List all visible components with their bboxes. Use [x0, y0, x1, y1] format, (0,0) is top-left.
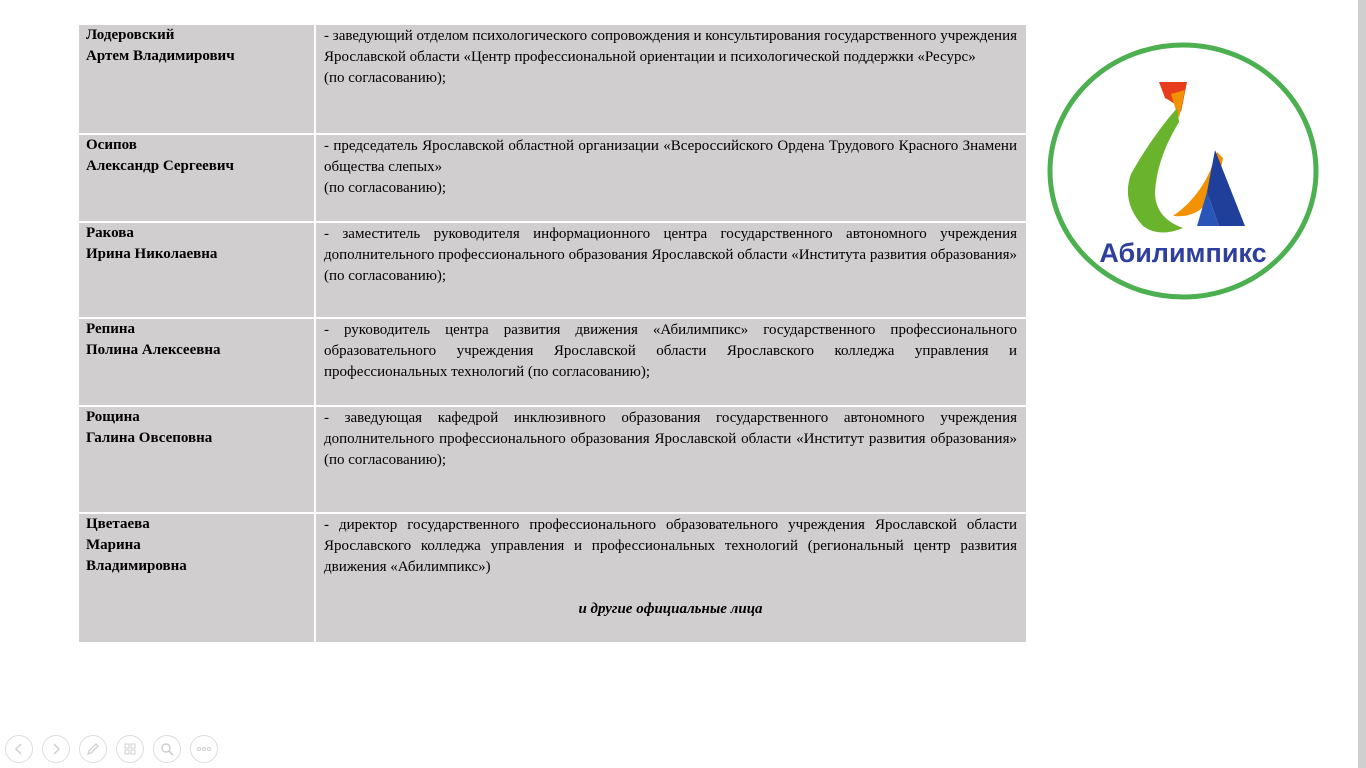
pen-icon[interactable] — [79, 735, 107, 763]
closing-text: и другие официальные лица — [578, 601, 763, 617]
more-options-icon[interactable] — [190, 735, 218, 763]
previous-slide-icon[interactable] — [5, 735, 33, 763]
member-role: - руководитель центра развития движения «Абилимпикс» государственного профессионального образовательного учреждения Ярославской области Ярославского колледжа управления и профессиональных технологий (по согласованию); — [315, 318, 1026, 406]
table-row — [79, 134, 1026, 222]
member-role: - заведующий отделом психологического сопровождения и консультирования государственного учреждения Ярославской области «Центр профессиональной ориентации и психологической поддержки «Ресурс» (по согласованию); — [315, 25, 1026, 134]
member-name: Цветаева Марина Владимировна — [79, 513, 315, 642]
table-row — [79, 318, 1026, 406]
window-edge — [1358, 0, 1366, 768]
committee-members-table — [79, 25, 1026, 642]
member-name: Репина Полина Алексеевна — [79, 318, 315, 406]
abilympics-logo — [1047, 42, 1319, 300]
slideshow-controls — [5, 735, 218, 763]
member-role: - заведующая кафедрой инклюзивного образования государственного автономного учреждения дополнительного профессионального образования Ярославской области «Институт развития образования» (по согласованию); — [315, 406, 1026, 513]
next-slide-icon[interactable] — [42, 735, 70, 763]
member-role: - заместитель руководителя информационного центра государственного автономного учреждения дополнительного профессионального образования Ярославской области «Института развития образования» (по согласованию); — [315, 222, 1026, 318]
table-row — [79, 513, 1026, 642]
member-role: - директор государственного профессионального образовательного учреждения Ярославской области Ярославского колледжа управления и профессиональных технологий (региональный центр развития движения «Абилимпикс») и другие официальные лица — [315, 513, 1026, 642]
member-name: Рощина Галина Овсеповна — [79, 406, 315, 513]
member-name: Лодеровский Артем Владимирович — [79, 25, 315, 134]
member-name: Ракова Ирина Николаевна — [79, 222, 315, 318]
zoom-icon[interactable] — [153, 735, 181, 763]
member-role: - председатель Ярославской областной организации «Всероссийского Ордена Трудового Красного Знамени общества слепых» (по согласованию); — [315, 134, 1026, 222]
table-row — [79, 406, 1026, 513]
table-row — [79, 222, 1026, 318]
slides-grid-icon[interactable] — [116, 735, 144, 763]
table-row — [79, 25, 1026, 134]
logo-text: Абилимпикс — [1099, 238, 1267, 268]
member-name: Осипов Александр Сергеевич — [79, 134, 315, 222]
